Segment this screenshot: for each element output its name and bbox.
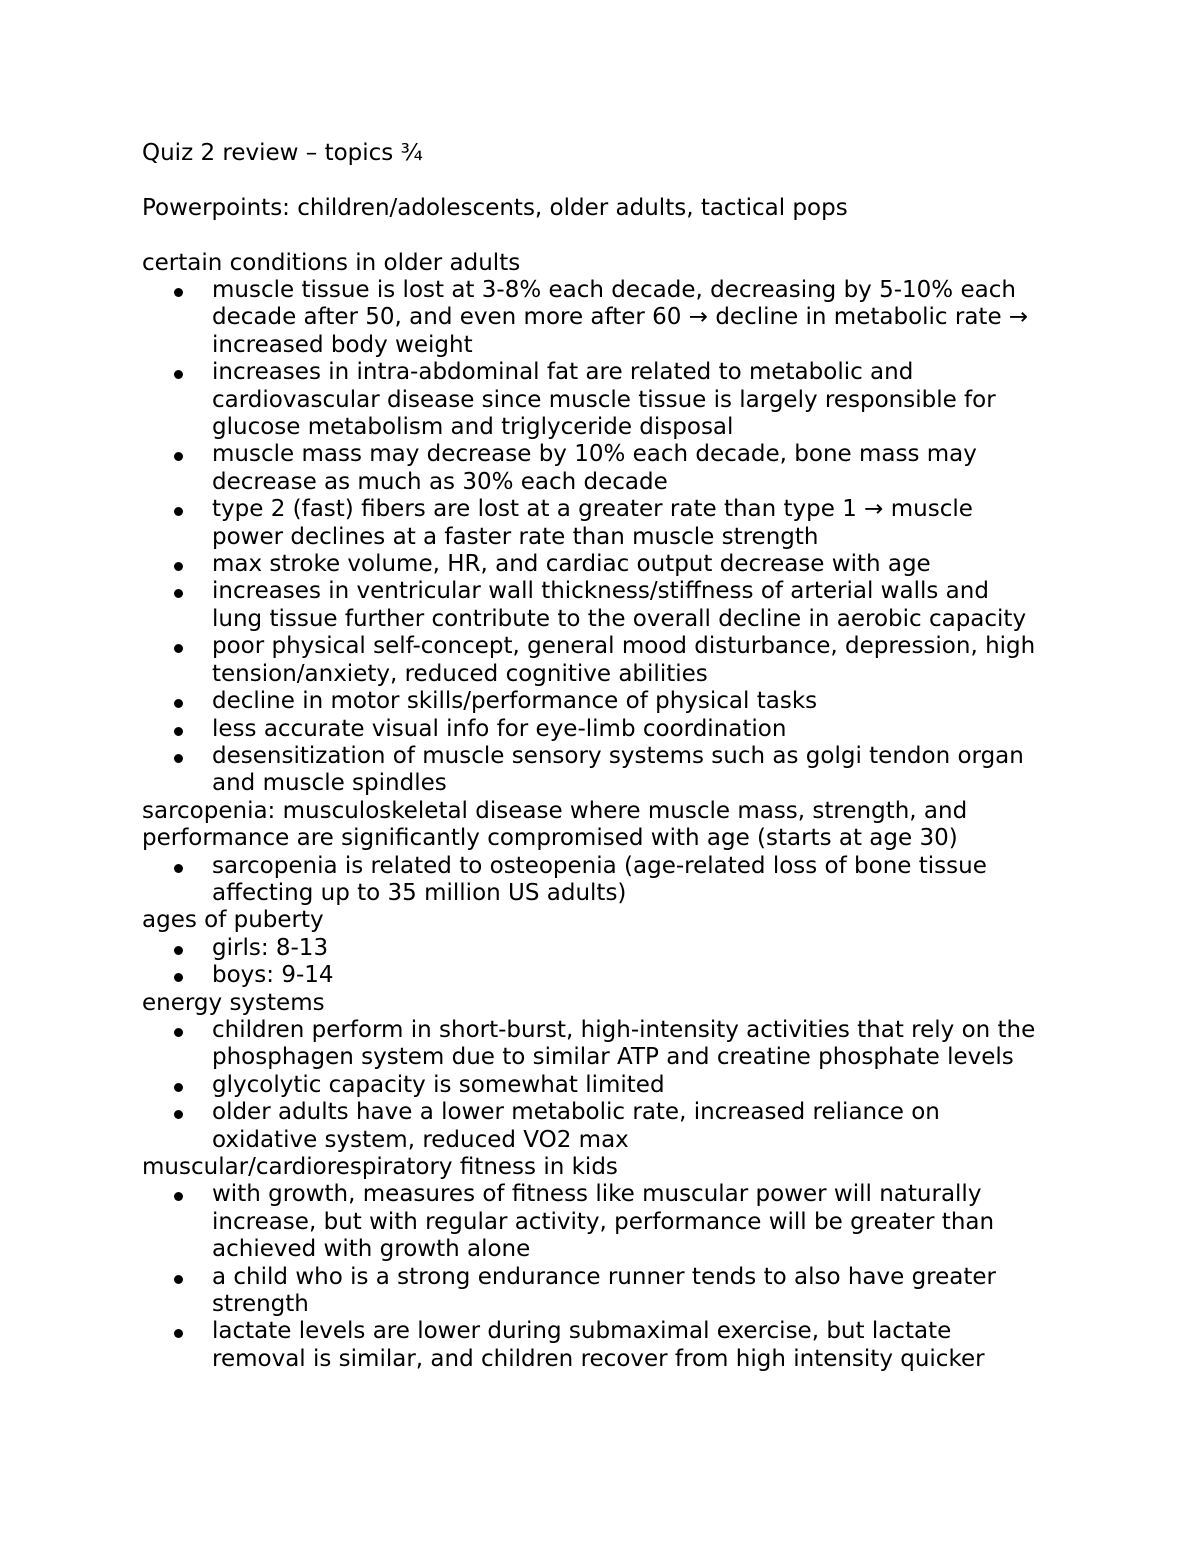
- powerpoints-line: Powerpoints: children/adolescents, older adults, tactical pops: [142, 194, 848, 221]
- bullet-icon: [174, 699, 183, 708]
- sarcopenia-list: [142, 853, 1072, 908]
- bullet-icon: [174, 370, 183, 379]
- section-heading-puberty: ages of puberty: [142, 907, 324, 934]
- list-item: boys: 9-14: [142, 962, 1072, 989]
- bullet-icon: [174, 946, 183, 955]
- bullet-icon: [174, 644, 183, 653]
- list-item: poor physical self-concept, general mood disturbance, depression, high tension/anxiety, reduced cognitive abilities: [142, 633, 1072, 688]
- section-heading-sarcopenia-line-1: sarcopenia: musculoskeletal disease where muscle mass, strength, and: [142, 797, 968, 824]
- older-adults-list: [142, 277, 1072, 798]
- puberty-list: [142, 935, 1072, 990]
- list-item: girls: 8-13: [142, 935, 1072, 962]
- list-item: max stroke volume, HR, and cardiac output decrease with age: [142, 551, 1072, 578]
- list-item: glycolytic capacity is somewhat limited: [142, 1072, 1072, 1099]
- section-heading-energy-systems: energy systems: [142, 989, 325, 1016]
- list-item: desensitization of muscle sensory systems such as golgi tendon organ and muscle spindles: [142, 743, 1072, 798]
- list-item: muscle mass may decrease by 10% each decade, bone mass may decrease as much as 30% each decade: [142, 441, 1072, 496]
- list-item: type 2 (fast) fibers are lost at a greater rate than type 1 → muscle power declines at a faster rate than muscle strength: [142, 496, 1072, 551]
- list-item: with growth, measures of fitness like muscular power will naturally increase, but with regular activity, performance will be greater than achieved with growth alone: [142, 1181, 1072, 1263]
- bullet-icon: [174, 1192, 183, 1201]
- bullet-icon: [174, 864, 183, 873]
- section-heading-fitness-in-kids: muscular/cardiorespiratory fitness in kids: [142, 1154, 618, 1180]
- bullet-icon: [174, 1329, 183, 1338]
- bullet-icon: [174, 1275, 183, 1284]
- bullet-icon: [174, 589, 183, 598]
- bullet-icon: [174, 1110, 183, 1119]
- bullet-icon: [174, 754, 183, 763]
- list-item: sarcopenia is related to osteopenia (age-related loss of bone tissue affecting up to 35 million US adults): [142, 853, 1072, 908]
- list-item: lactate levels are lower during submaximal exercise, but lactate removal is similar, and children recover from high intensity quicker: [142, 1318, 1072, 1373]
- bullet-icon: [174, 562, 183, 571]
- list-item: a child who is a strong endurance runner tends to also have greater strength: [142, 1264, 1072, 1319]
- list-item: muscle tissue is lost at 3-8% each decade, decreasing by 5-10% each decade after 50, and even more after 60 → decline in metabolic rate → increased body weight: [142, 277, 1072, 359]
- document-page: [142, 140, 1072, 1373]
- bullet-icon: [174, 452, 183, 461]
- section-heading-older-adults: certain conditions in older adults: [142, 249, 521, 276]
- list-item: older adults have a lower metabolic rate, increased reliance on oxidative system, reduced VO2 max: [142, 1099, 1072, 1154]
- list-item: less accurate visual info for eye-limb coordination: [142, 716, 1072, 743]
- list-item: decline in motor skills/performance of physical tasks: [142, 688, 1072, 715]
- list-item: increases in ventricular wall thickness/stiffness of arterial walls and lung tissue further contribute to the overall decline in aerobic capacity: [142, 578, 1072, 633]
- list-item: increases in intra-abdominal fat are related to metabolic and cardiovascular disease since muscle tissue is largely responsible for glucose metabolism and triglyceride disposal: [142, 359, 1072, 441]
- bullet-icon: [174, 1083, 183, 1092]
- bullet-icon: [174, 973, 183, 982]
- energy-systems-list: [142, 1017, 1072, 1154]
- bullet-icon: [174, 1028, 183, 1037]
- fitness-in-kids-list: [142, 1181, 1072, 1373]
- bullet-icon: [174, 727, 183, 736]
- bullet-icon: [174, 288, 183, 297]
- document-title: Quiz 2 review – topics ¾: [142, 140, 423, 166]
- section-heading-sarcopenia-line-2: performance are significantly compromised with age (starts at age 30): [142, 825, 958, 852]
- bullet-icon: [174, 507, 183, 516]
- list-item: children perform in short-burst, high-intensity activities that rely on the phosphagen system due to similar ATP and creatine phosphate levels: [142, 1017, 1072, 1072]
